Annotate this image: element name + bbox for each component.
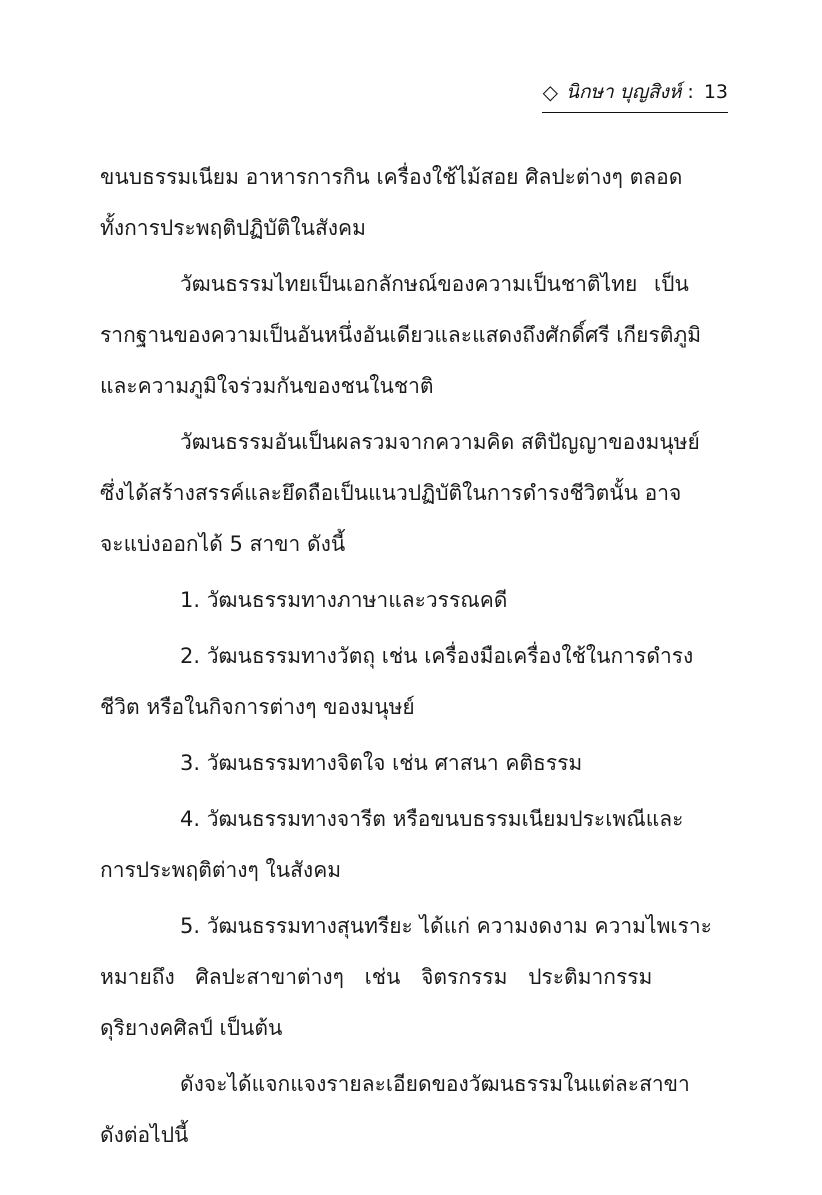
text-line: การประพฤติต่างๆ ในสังคม — [100, 858, 342, 882]
text-line: ขนบธรรมเนียม อาหารการกิน เครื่องใช้ไม้สอย ศิลปะต่างๆ ตลอด — [100, 165, 683, 189]
body-text — [100, 152, 728, 1161]
text-line: รากฐานของความเป็นอันหนึ่งอันเดียวและแสดงถึงศักดิ์ศรี เกียรติภูมิ — [100, 323, 702, 347]
list-item-line: 4. วัฒนธรรมทางจารีต หรือขนบธรรมเนียมประเพณีและ — [180, 807, 684, 831]
paragraph-start-line: วัฒนธรรมไทยเป็นเอกลักษณ์ของความเป็นชาติไทย เป็น — [180, 272, 689, 296]
header-author: นิกษา บุญสิงห์ — [566, 81, 682, 103]
list-item-line: 1. วัฒนธรรมทางภาษาและวรรณคดี — [180, 588, 508, 612]
diamond-icon: ◇ — [542, 80, 559, 104]
list-item-line: 3. วัฒนธรรมทางจิตใจ เช่น ศาสนา คติธรรม — [180, 751, 583, 775]
text-line: ซึ่งได้สร้างสรรค์และยึดถือเป็นแนวปฏิบัติในการดำรงชีวิตนั้น อาจ — [100, 481, 682, 505]
list-item-line: 2. วัฒนธรรมทางวัตถุ เช่น เครื่องมือเครื่องใช้ในการดำรง — [180, 644, 694, 668]
running-header — [542, 72, 728, 113]
text-line: ชีวิต หรือในกิจการต่างๆ ของมนุษย์ — [100, 695, 415, 719]
text-line: และความภูมิใจร่วมกันของชนในชาติ — [100, 374, 434, 398]
page-number: 13 — [703, 81, 728, 103]
text-line: ดังต่อไปนี้ — [100, 1123, 189, 1147]
text-line: ทั้งการประพฤติปฏิบัติในสังคม — [100, 216, 366, 240]
paragraph-start-line: วัฒนธรรมอันเป็นผลรวมจากความคิด สติปัญญาของมนุษย์ — [180, 430, 700, 454]
header-separator: : — [687, 81, 694, 103]
text-line: จะแบ่งออกได้ 5 สาขา ดังนี้ — [100, 532, 346, 556]
text-line: ดุริยางคศิลป์ เป็นต้น — [100, 1016, 283, 1040]
paragraph-start-line: ดังจะได้แจกแจงรายละเอียดของวัฒนธรรมในแต่ละสาขา — [180, 1072, 690, 1096]
text-line: หมายถึง ศิลปะสาขาต่างๆ เช่น จิตรกรรม ประติมากรรม — [100, 965, 653, 989]
list-item-line: 5. วัฒนธรรมทางสุนทรียะ ได้แก่ ความงดงาม ความไพเราะ — [180, 914, 712, 938]
